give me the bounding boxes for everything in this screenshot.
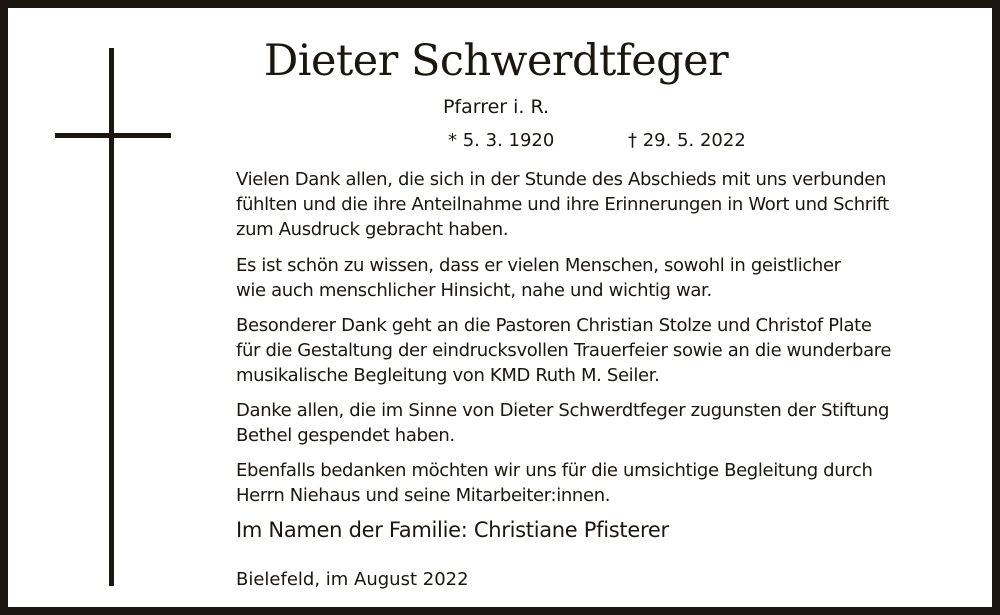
thanks-paragraph: Es ist schön zu wissen, dass er vielen Menschen, sowohl in geistlicher wie auch menschlicher Hinsicht, nahe und wichtig war.: [236, 255, 841, 301]
thanks-paragraph: Danke allen, die im Sinne von Dieter Schwerdtfeger zugunsten der Stiftung Bethel gespendet haben.: [236, 400, 890, 446]
cross-horizontal-bar: [55, 133, 171, 138]
deceased-name: Dieter Schwerdtfeger: [263, 36, 729, 86]
family-signoff: Im Namen der Familie: Christiane Pfisterer: [236, 518, 669, 542]
death-date: † 29. 5. 2022: [628, 130, 746, 151]
deceased-title: Pfarrer i. R.: [442, 96, 550, 118]
thanks-paragraph: Ebenfalls bedanken möchten wir uns für die umsichtige Begleitung durch Herrn Niehaus und seine Mitarbeiter:innen.: [236, 460, 873, 506]
birth-date: * 5. 3. 1920: [448, 130, 555, 151]
cross-vertical-bar: [109, 48, 114, 586]
thanks-paragraph: Vielen Dank allen, die sich in der Stunde des Abschieds mit uns verbunden fühlten und die ihre Anteilnahme und ihre Erinnerungen in Wort und Schrift zum Ausdruck gebracht haben.: [236, 169, 889, 240]
thanks-paragraph: Besonderer Dank geht an die Pastoren Christian Stolze und Christof Plate für die Gestaltung der eindrucksvollen Trauerfeier sowie an die wunderbare musikalische Begleitung von KMD Ruth M. Seiler.: [236, 315, 892, 386]
place-and-date: Bielefeld, im August 2022: [236, 569, 469, 590]
